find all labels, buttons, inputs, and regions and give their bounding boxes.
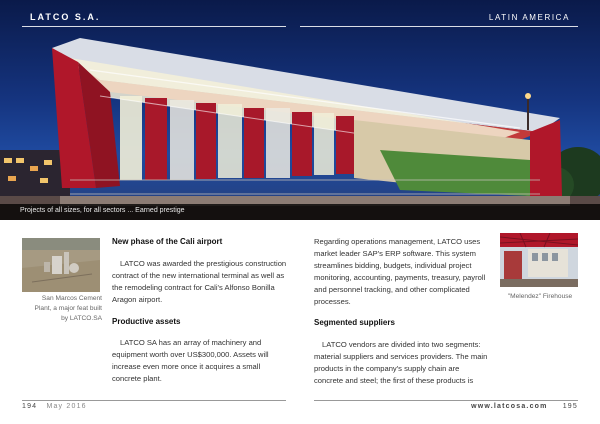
header-rule-left [22, 26, 286, 27]
left-page-number: 194 [22, 403, 38, 410]
right-article-column [314, 236, 488, 387]
left-article-column [112, 236, 288, 385]
footer-rule-left [22, 400, 286, 401]
paragraph-cali-airport: LATCO was awarded the prestigious construction contract of the new international terminal as well as the remodeling contract for Cali's Alfonso Bonilla Aragon airport. [112, 258, 287, 304]
region-label: LATIN AMERICA [488, 13, 570, 22]
right-page-number: 195 [562, 403, 578, 410]
hero-caption-bar [0, 204, 600, 220]
caption-line: Plant, a major feat built [34, 305, 102, 312]
caption-line: by LATCO.SA [61, 315, 102, 322]
caption-line: San Marcos Cement [41, 295, 102, 302]
heading-segmented-suppliers: Segmented suppliers [314, 318, 395, 328]
footer-rule-right [314, 400, 578, 401]
website-url[interactable]: www.latcosa.com [471, 403, 548, 410]
heading-cali-airport: New phase of the Cali airport [112, 237, 223, 246]
issue-date: May 2016 [46, 403, 87, 410]
firehouse-caption: "Melendez" Firehouse [507, 293, 573, 300]
firehouse-photo [500, 233, 578, 287]
cement-plant-photo [22, 238, 100, 292]
paragraph-operations: Regarding operations management, LATCO uses market leader SAP's ERP software. This system streamlines bidding, budgets, individual project monitoring, accounting, payments, treasury, payroll and personnel tracking, and other complicated processes. [314, 237, 486, 306]
cement-plant-caption [20, 294, 102, 324]
right-page-footer [471, 403, 578, 410]
brand-name: LATCO S.A. [30, 12, 101, 22]
left-page-footer [22, 403, 87, 410]
paragraph-productive-assets: LATCO SA has an array of machinery and equipment worth over US$300,000. Assets will increase even more once it acquires a small concrete plant. [112, 338, 269, 384]
paragraph-suppliers: LATCO vendors are divided into two segments: material suppliers and services providers. The main products in the company's supply chain are concrete and steel; the first of these products is [314, 340, 488, 386]
hero-caption: Projects of all sizes, for all sectors ... Earned prestige [20, 207, 185, 214]
heading-productive-assets: Productive assets [112, 316, 181, 326]
header-rule-right [300, 26, 578, 27]
